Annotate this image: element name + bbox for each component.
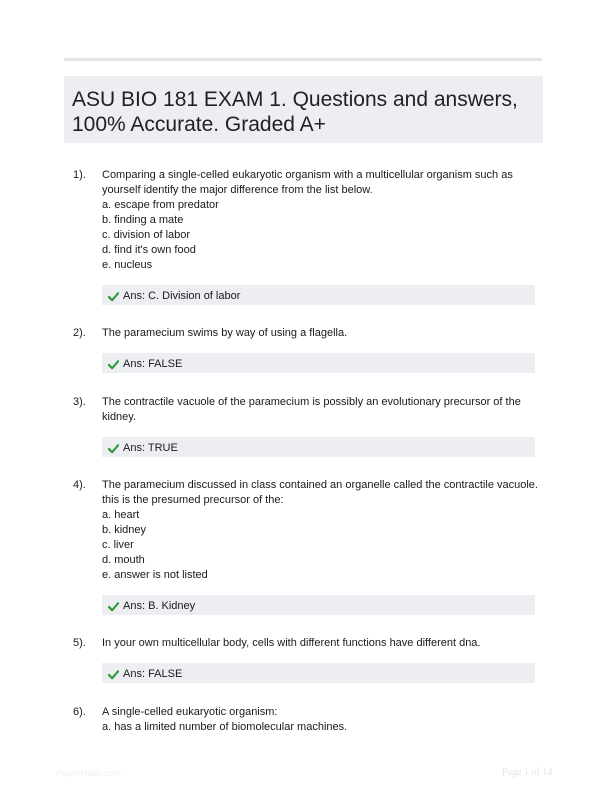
option: a. has a limited number of biomolecular machines. xyxy=(102,721,348,733)
question-number: 2). xyxy=(73,327,86,339)
answer-box xyxy=(102,353,535,373)
page-title: ASU BIO 181 EXAM 1. Questions and answers, 100% Accurate. Graded A+ xyxy=(72,88,518,136)
question-number: 6). xyxy=(73,706,86,718)
question-number: 5). xyxy=(73,637,86,649)
answer-text: Ans: C. Division of labor xyxy=(123,289,241,302)
answer-text: Ans: FALSE xyxy=(123,357,183,370)
option: d. find it's own food xyxy=(102,244,196,256)
question-number: 4). xyxy=(73,479,86,491)
answer-box xyxy=(102,437,535,457)
checkmark-icon xyxy=(108,291,119,302)
answer-box xyxy=(102,285,535,305)
question-3 xyxy=(73,395,543,457)
option: e. answer is not listed xyxy=(102,569,208,581)
answer-text: Ans: B. Kidney xyxy=(123,599,196,612)
option: b. finding a mate xyxy=(102,214,184,226)
question-2 xyxy=(73,326,543,373)
answer-text: Ans: TRUE xyxy=(123,441,178,454)
question-text: The paramecium swims by way of using a flagella. xyxy=(102,327,348,339)
page-number: Page 1 of 14 xyxy=(502,767,553,778)
question-number: 3). xyxy=(73,396,86,408)
option: c. liver xyxy=(102,539,134,551)
question-text: Comparing a single-celled eukaryotic organism with a multicellular organism such as yourself identify the major difference from the list below. xyxy=(102,169,513,196)
question-text: The paramecium discussed in class contained an organelle called the contractile vacuole. this is the presumed precursor of the: xyxy=(102,479,538,506)
question-4 xyxy=(73,478,543,615)
option: e. nucleus xyxy=(102,259,153,271)
footer-watermark: PaperMatic.com xyxy=(56,768,122,778)
question-text: A single-celled eukaryotic organism: xyxy=(102,706,278,718)
option: b. kidney xyxy=(102,524,147,536)
top-divider xyxy=(64,58,542,61)
question-number: 1). xyxy=(73,169,86,181)
checkmark-icon xyxy=(108,359,119,370)
question-5 xyxy=(73,636,543,683)
checkmark-icon xyxy=(108,443,119,454)
answer-text: Ans: FALSE xyxy=(123,667,183,680)
checkmark-icon xyxy=(108,601,119,612)
answer-box xyxy=(102,663,535,683)
question-1 xyxy=(73,168,543,305)
answer-box xyxy=(102,595,535,615)
question-6 xyxy=(73,705,543,735)
option: d. mouth xyxy=(102,554,145,566)
checkmark-icon xyxy=(108,669,119,680)
title-box xyxy=(64,76,543,143)
question-text: In your own multicellular body, cells with different functions have different dna. xyxy=(102,637,481,649)
option: c. division of labor xyxy=(102,229,191,241)
question-text: The contractile vacuole of the paramecium is possibly an evolutionary precursor of the kidney. xyxy=(102,396,521,423)
option: a. heart xyxy=(102,509,140,521)
option: a. escape from predator xyxy=(102,199,219,211)
